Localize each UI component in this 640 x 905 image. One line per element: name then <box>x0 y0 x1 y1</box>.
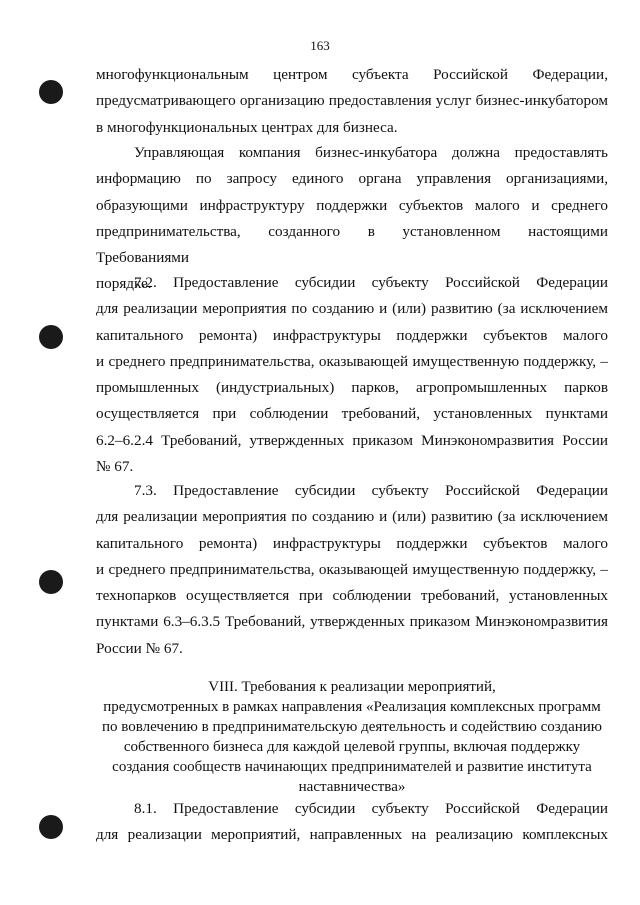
heading-line: предусмотренных в рамках направления «Реализация комплексных программ <box>103 699 601 715</box>
text-line: промышленных (индустриальных) парков, агропромышленных парков <box>96 379 608 397</box>
heading-line: наставничества» <box>298 779 406 795</box>
text-line: 6.2–6.2.4 Требований, утвержденных приказом Минэкономразвития России <box>96 431 608 449</box>
text-line: России № 67. <box>96 639 183 657</box>
text-line: капитального ремонта) инфраструктуры поддержки субъектов малого <box>96 534 608 552</box>
binder-hole <box>39 80 63 104</box>
text-line: информацию по запросу единого органа управления организациями, <box>96 170 608 188</box>
text-line: предпринимательства, созданного в установленном настоящими Требованиями <box>96 222 608 267</box>
binder-hole <box>39 815 63 839</box>
text-line: порядке. <box>96 275 152 293</box>
text-line: Управляющая компания бизнес-инкубатора должна предоставлять <box>134 144 608 161</box>
text-line: предусматривающего организацию предоставления услуг бизнес-инкубатором <box>96 92 608 110</box>
text-line: и среднего предпринимательства, оказывающей имущественную поддержку, – <box>96 560 608 578</box>
page-number: 163 <box>310 38 330 53</box>
heading-line: создания сообществ начинающих предпринимателей и развитие института <box>112 759 592 775</box>
text-line: № 67. <box>96 458 134 476</box>
binder-hole <box>39 325 63 349</box>
text-line: осуществляется при соблюдении требований, установленных пунктами <box>96 405 608 423</box>
paragraph-7-3 <box>96 478 608 662</box>
text-line: для реализации мероприятия по созданию и (или) развитию (за исключением <box>96 300 608 318</box>
paragraph-continuation <box>96 62 608 141</box>
text-line: 8.1. Предоставление субсидии субъекту Российской Федерации <box>134 800 608 817</box>
binder-hole <box>39 570 63 594</box>
heading-line: VIII. Требования к реализации мероприятий, <box>208 679 496 695</box>
text-line: для реализации мероприятий, направленных на реализацию комплексных <box>96 826 608 844</box>
text-line: капитального ремонта) инфраструктуры поддержки субъектов малого <box>96 326 608 344</box>
text-line: многофункциональным центром субъекта Российской Федерации, <box>96 66 608 83</box>
text-line: образующими инфраструктуру поддержки субъектов малого и среднего <box>96 196 608 214</box>
paragraph-8-1 <box>96 796 608 849</box>
text-line: и среднего предпринимательства, оказывающей имущественную поддержку, – <box>96 352 608 370</box>
text-line: 7.3. Предоставление субсидии субъекту Российской Федерации <box>134 482 608 499</box>
text-line: пунктами 6.3–6.3.5 Требований, утвержденных приказом Минэкономразвития <box>96 613 608 631</box>
text-line: для реализации мероприятия по созданию и (или) развитию (за исключением <box>96 508 608 526</box>
heading-line: по вовлечению в предпринимательскую деятельность и содействию созданию <box>102 719 602 735</box>
text-line: 7.2. Предоставление субсидии субъекту Российской Федерации <box>134 274 608 291</box>
text-line: технопарков осуществляется при соблюдении требований, установленных <box>96 587 608 605</box>
paragraph-7-2 <box>96 270 608 480</box>
heading-line: собственного бизнеса для каждой целевой группы, включая поддержку <box>123 739 581 755</box>
section-heading-viii <box>80 677 624 797</box>
text-line: в многофункциональных центрах для бизнеса. <box>96 118 398 136</box>
